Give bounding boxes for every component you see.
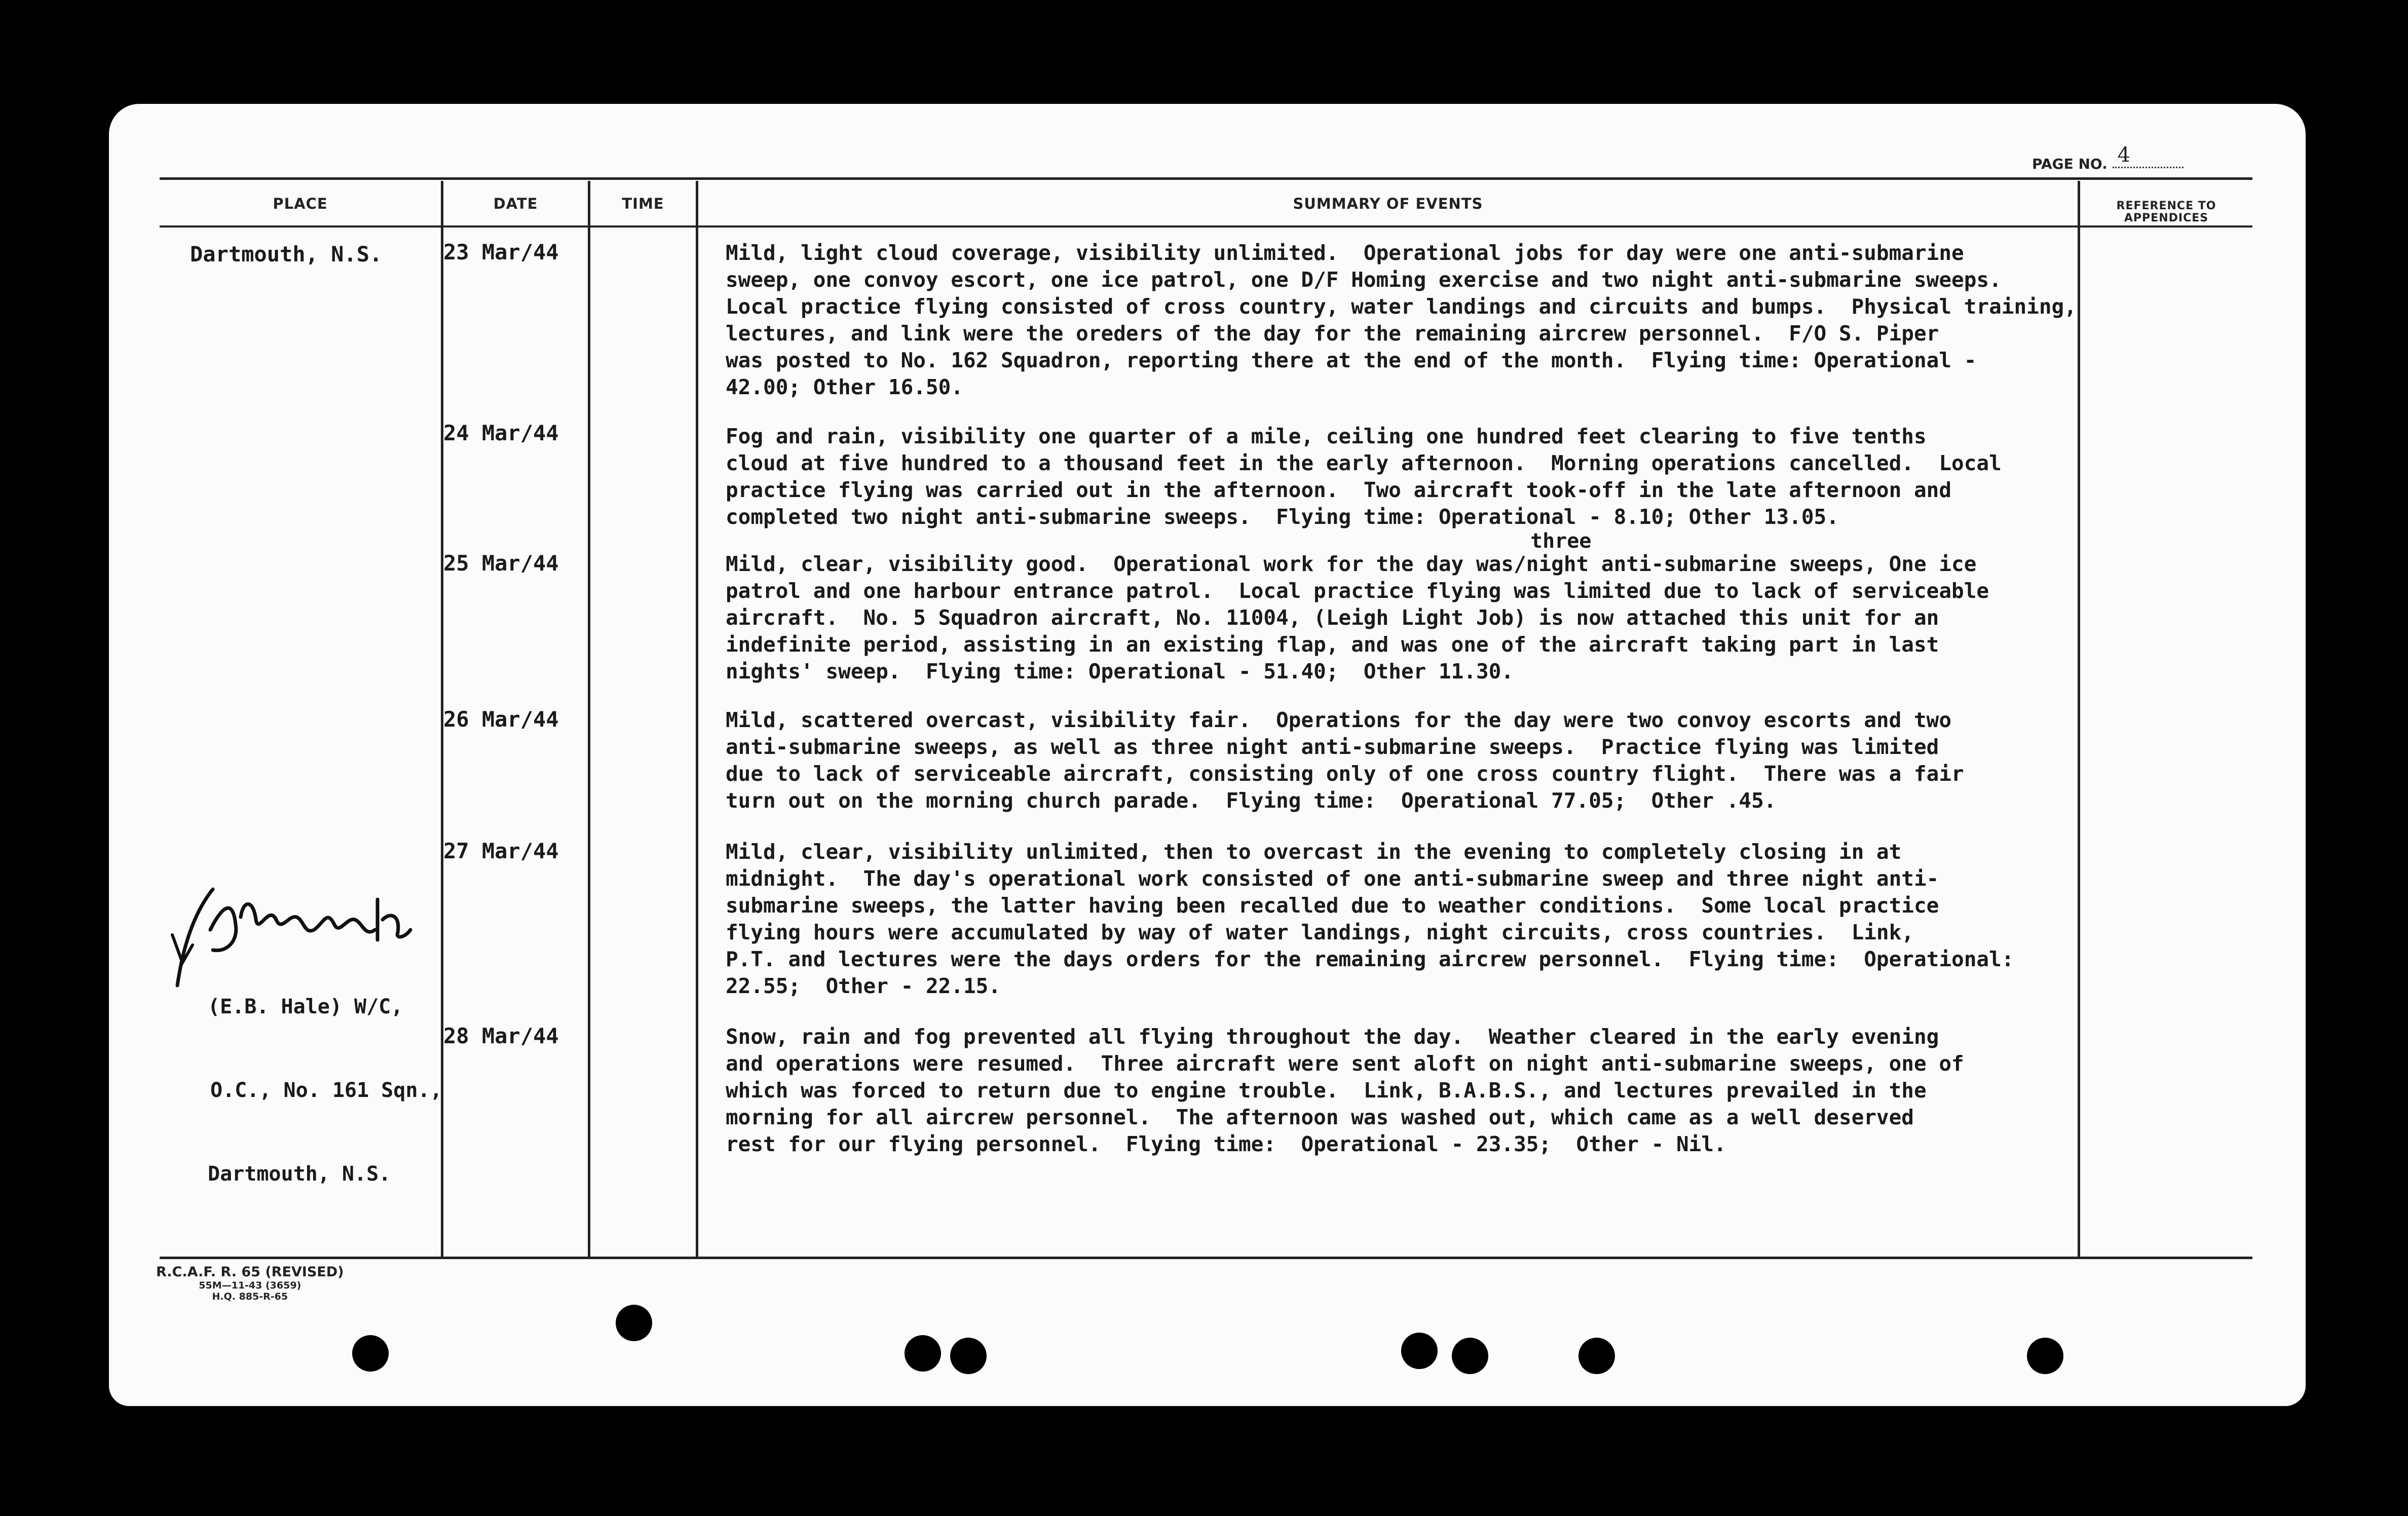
entry-date-28: 28 Mar/44 xyxy=(443,1024,559,1048)
header-rule-top xyxy=(160,177,2252,180)
column-header-summary: SUMMARY OF EVENTS xyxy=(1293,195,1483,212)
column-header-place: PLACE xyxy=(273,195,328,212)
form-id-line3: H.Q. 885-R-65 xyxy=(212,1291,288,1302)
entry-date-25: 25 Mar/44 xyxy=(443,551,559,576)
form-id-line1: R.C.A.F. R. 65 (REVISED) xyxy=(156,1264,344,1280)
column-divider-time xyxy=(696,181,698,1257)
entry-date-27: 27 Mar/44 xyxy=(443,839,559,863)
entry-summary-28: Snow, rain and fog prevented all flying throughout the day. Weather cleared in the early evening and operations were resumed. Three aircraft were sent aloft on night anti-submarine sweeps, one of which was forced to return due to engine trouble. Link, B.A.B.S., and lectures prevailed in the morning for all aircrew personnel. The afternoon was washed out, which came as a well deserved rest for our flying personnel. Flying time: Operational - 23.35; Other - Nil. xyxy=(726,1025,1964,1156)
entry-date-24: 24 Mar/44 xyxy=(443,421,559,445)
column-divider-date xyxy=(588,181,590,1257)
binder-hole xyxy=(950,1338,987,1374)
page-number xyxy=(2032,143,2184,175)
signature-line-place: Dartmouth, N.S. xyxy=(208,1162,391,1186)
column-header-date: DATE xyxy=(493,195,538,212)
column-header-reference-line2: APPENDICES xyxy=(2124,212,2209,224)
form-id-line2: 55M—11-43 (3659) xyxy=(199,1280,302,1291)
column-header-reference-line1: REFERENCE TO xyxy=(2116,200,2216,212)
binder-hole xyxy=(352,1335,389,1372)
header-rule-bottom xyxy=(160,225,2252,228)
binder-hole xyxy=(1401,1333,1438,1369)
column-header-time: TIME xyxy=(622,195,664,212)
place-cell: Dartmouth, N.S. xyxy=(190,242,383,267)
entry-insert-three: three xyxy=(1530,529,1592,553)
page-no-label: PAGE NO. xyxy=(2032,156,2108,172)
footer-rule xyxy=(160,1257,2252,1259)
form-identifier xyxy=(156,1264,344,1302)
entry-summary-26: Mild, scattered overcast, visibility fair. Operations for the day were two convoy escorts and two anti-submarine sweeps, as well as three night anti-submarine sweeps. Practice flying was limited due to lack of serviceable aircraft, consisting only of one cross country flight. There was a fair turn out on the morning church parade. Flying time: Operational 77.05; Other .45. xyxy=(726,708,1964,813)
signature-line-unit: O.C., No. 161 Sqn., xyxy=(210,1079,442,1102)
binder-hole xyxy=(905,1335,941,1372)
column-header-reference xyxy=(2080,200,2252,224)
entry-summary-23: Mild, light cloud coverage, visibility unlimited. Operational jobs for day were one anti-submarine sweep, one convoy escort, one ice patrol, one D/F Homing exercise and two night anti-submarine sweeps. Local practice flying consisted of cross country, water landings and circuits and bumps. Physical training, lectures, and link were the oreders of the day for the remaining aircrew personnel. F/O S. Piper was posted to No. 162 Squadron, reporting there at the end of the month. Flying time: Operational - 42.00; Other 16.50. xyxy=(726,241,2077,399)
entry-date-23: 23 Mar/44 xyxy=(443,240,559,264)
binder-hole xyxy=(1452,1338,1488,1374)
signature-line-name: (E.B. Hale) W/C, xyxy=(208,995,403,1018)
operations-record-card xyxy=(109,104,2306,1406)
binder-hole xyxy=(1578,1338,1615,1374)
page-no-value: 4 xyxy=(2113,143,2184,168)
entry-summary-24: Fog and rain, visibility one quarter of a mile, ceiling one hundred feet clearing to five tenths cloud at five hundred to a thousand feet in the early afternoon. Morning operations cancelled. Local practice flying was carried out in the afternoon. Two aircraft took-off in the late afternoon and completed two night anti-submarine sweeps. Flying time: Operational - 8.10; Other 13.05. xyxy=(726,424,2002,529)
entry-summary-25: Mild, clear, visibility good. Operational work for the day was/night anti-submarine sweeps, One ice patrol and one harbour entrance patrol. Local practice flying was limited due to lack of serviceable aircraft. No. 5 Squadron aircraft, No. 11004, (Leigh Light Job) is now attached this unit for an indefinite period, assisting in an existing flap, and was one of the aircraft taking part in last nights' sweep. Flying time: Operational - 51.40; Other 11.30. xyxy=(726,552,1989,684)
entry-date-26: 26 Mar/44 xyxy=(443,707,559,732)
entry-summary-27: Mild, clear, visibility unlimited, then to overcast in the evening to completely closing in at midnight. The day's operational work consisted of one anti-submarine sweep and three night anti- submarine sweeps, the latter having been recalled due to weather conditions. Some local practice flying hours were accumulated by way of water landings, night circuits, cross countries. Link, P.T. and lectures were the days orders for the remaining aircrew personnel. Flying time: Operational: 22.55; Other - 22.15. xyxy=(726,840,2014,998)
signature-block xyxy=(208,937,442,1244)
binder-hole xyxy=(2027,1338,2063,1374)
binder-hole xyxy=(616,1305,652,1341)
